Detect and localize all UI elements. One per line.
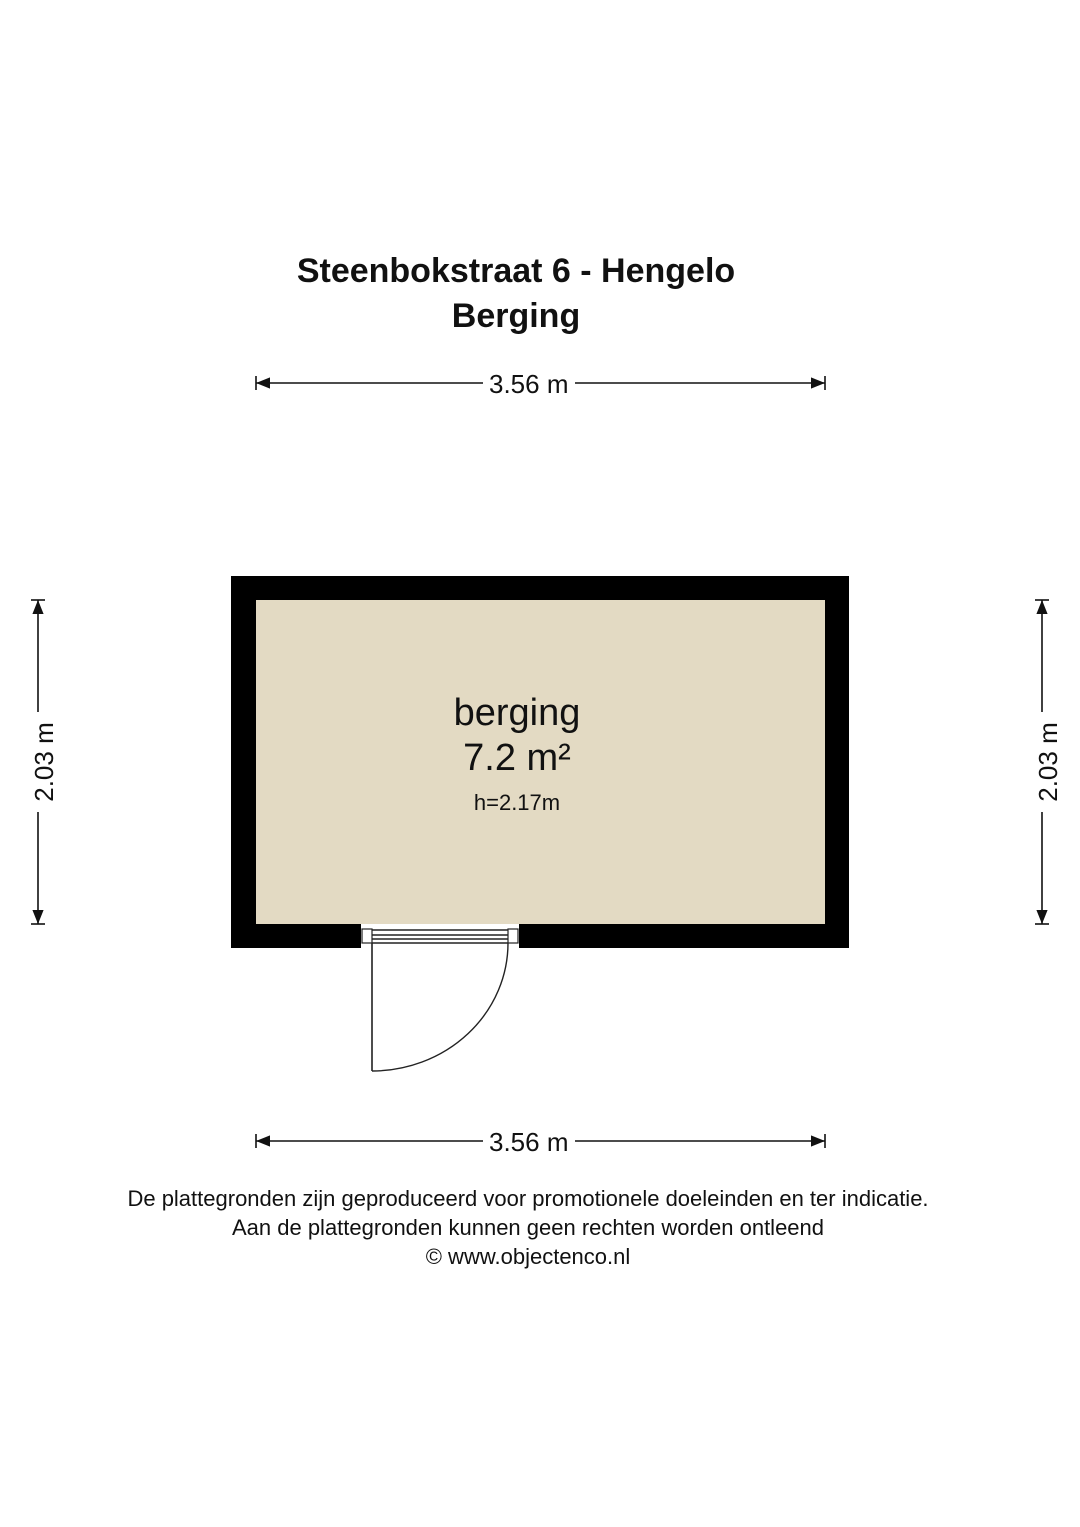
room-height: h=2.17m: [473, 790, 561, 815]
bottom-width-label: 3.56 m: [483, 1127, 575, 1157]
right-height-label: 2.03 m: [1033, 712, 1063, 812]
left-height-label: 2.03 m: [29, 712, 59, 812]
copyright-link[interactable]: © www.objectenco.nl: [425, 1244, 631, 1269]
top-width-label: 3.56 m: [483, 369, 575, 399]
disclaimer-line-2: Aan de plattegronden kunnen geen rechten worden ontleend: [231, 1215, 825, 1240]
address-title: Steenbokstraat 6 - Hengelo: [296, 252, 736, 290]
door: [362, 929, 518, 1071]
door-opening: [361, 924, 519, 948]
room-name: berging: [453, 692, 581, 734]
disclaimer-line-1: De plattegronden zijn geproduceerd voor promotionele doeleinden en ter indicatie.: [127, 1186, 929, 1211]
floor-title: Berging: [451, 297, 581, 335]
room-area: 7.2 m²: [463, 737, 571, 779]
